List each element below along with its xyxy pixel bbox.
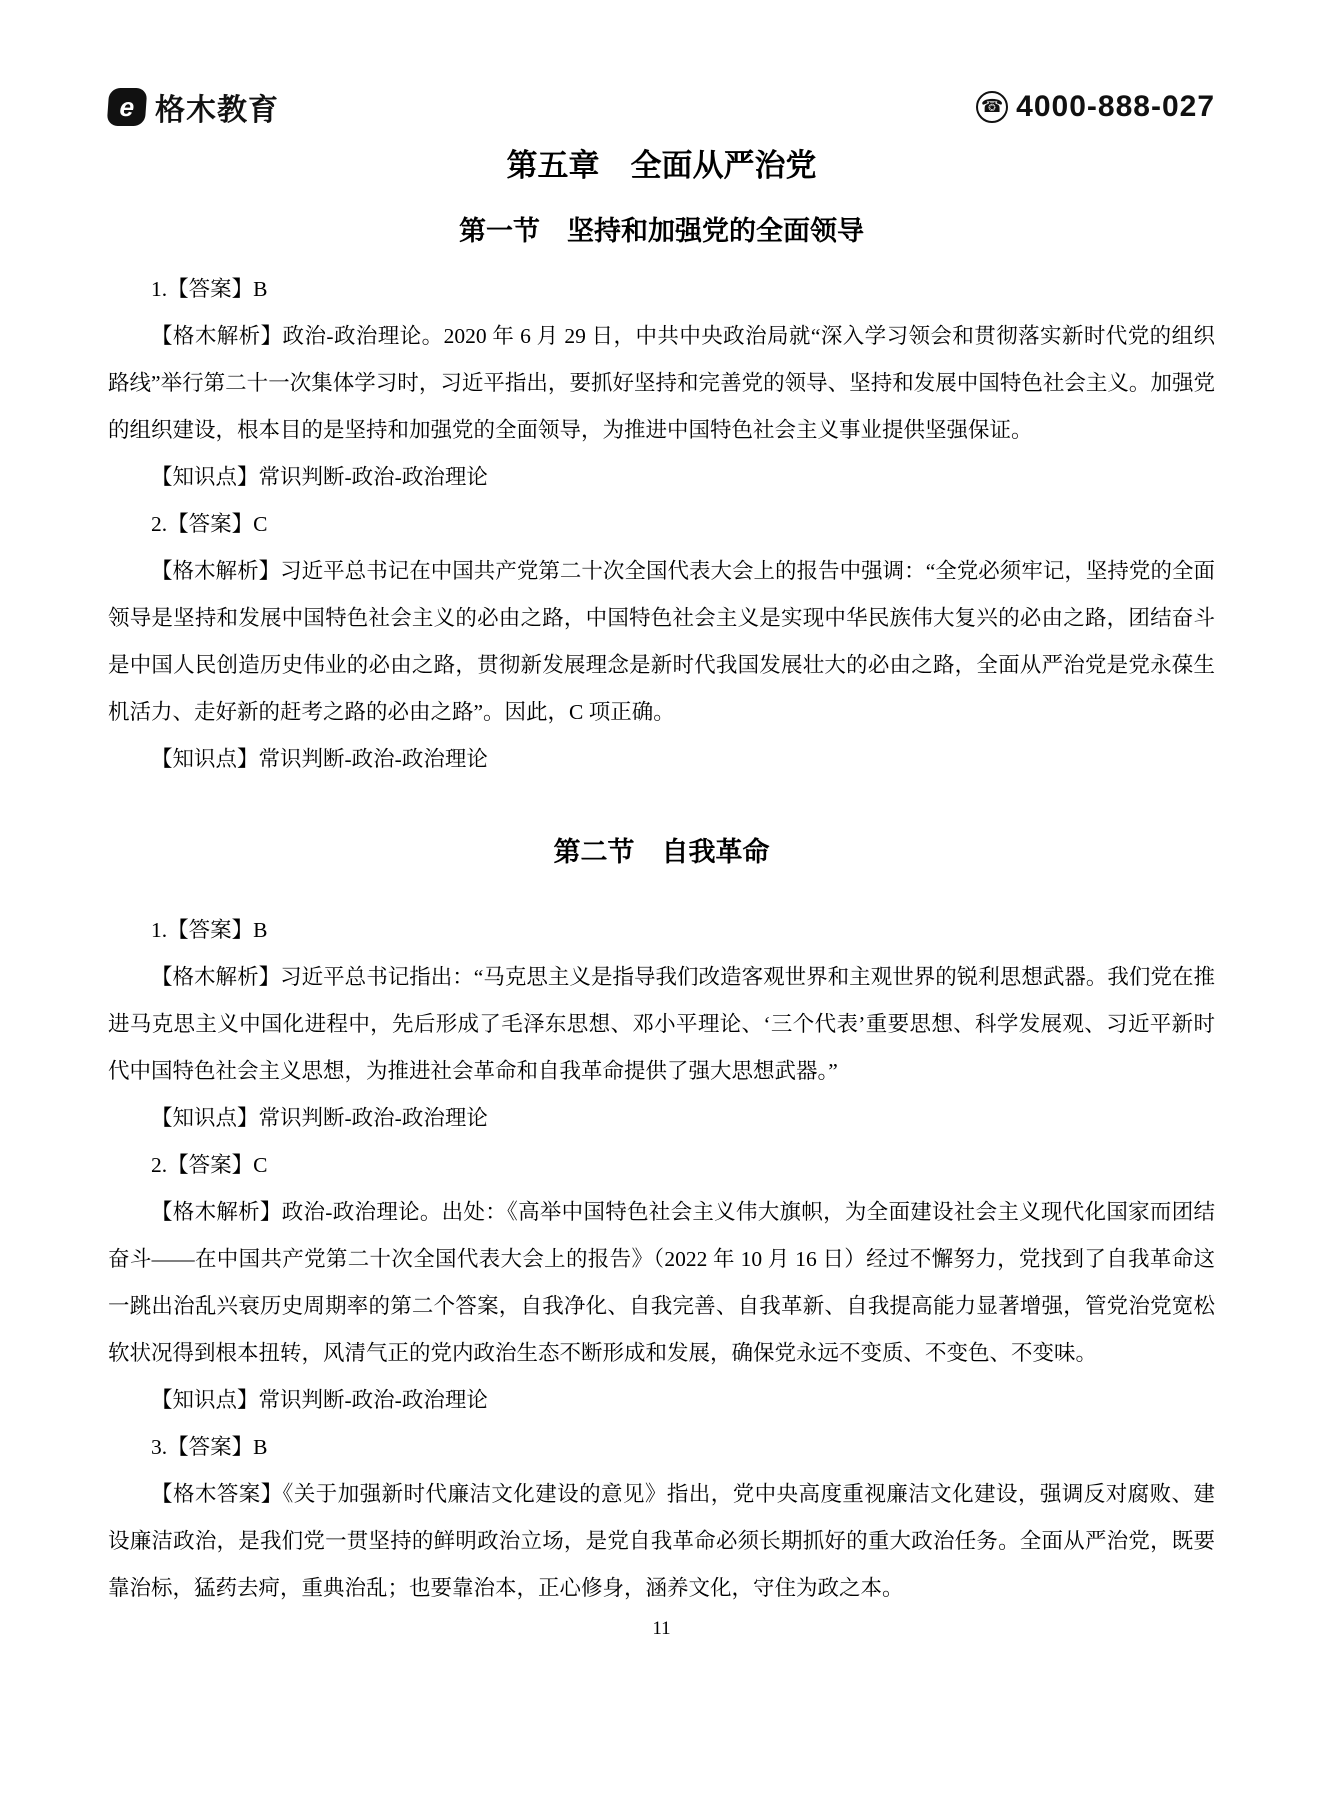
answer-line: 1.【答案】B (151, 277, 268, 301)
explanation-paragraph: 【格木答案】《关于加强新时代廉洁文化建设的意见》指出，党中央高度重视廉洁文化建设，强调反对腐败、建设廉洁政治，是我们党一贯坚持的鲜明政治立场，是党自我革命必须长期抓好的重大政治任务。全面从严治党，既要靠治标，猛药去疴，重典治乱；也要靠治本，正心修身，涵养文化，守住为政之本。 (108, 1482, 1215, 1600)
explanation-paragraph: 【格木解析】政治-政治理论。2020 年 6 月 29 日，中共中央政治局就“深入学习领会和贯彻落实新时代党的组织路线”举行第二十一次集体学习时，习近平指出，要抓好坚持和完善党的领导、坚持和发展中国特色社会主义。加强党的组织建设，根本目的是坚持和加强党的全面领导，为推进中国特色社会主义事业提供坚强保证。 (108, 324, 1215, 442)
answer-line: 2.【答案】C (151, 512, 268, 536)
phone-number: 4000-888-027 (1016, 90, 1215, 123)
explanation-paragraph: 【格木解析】习近平总书记在中国共产党第二十次全国代表大会上的报告中强调：“全党必须牢记，坚持党的全面领导是坚持和发展中国特色社会主义的必由之路，中国特色社会主义是实现中华民族伟大复兴的必由之路，团结奋斗是中国人民创造历史伟业的必由之路，贯彻新发展理念是新时代我国发展壮大的必由之路，全面从严治党是党永葆生机活力、走好新的赶考之路的必由之路”。因此，C 项正确。 (108, 559, 1215, 724)
section-1-body (108, 266, 1215, 783)
explanation-paragraph: 【格木解析】政治-政治理论。出处：《高举中国特色社会主义伟大旗帜，为全面建设社会主义现代化国家而团结奋斗——在中国共产党第二十次全国代表大会上的报告》（2022 年 10 月 16 日）经过不懈努力，党找到了自我革命这一跳出治乱兴衰历史周期率的第二个答案，自我净化、自我完善、自我革新、自我提高能力显著增强，管党治党宽松软状况得到根本扭转，风清气正的党内政治生态不断形成和发展，确保党永远不变质、不变色、不变味。 (108, 1200, 1215, 1365)
knowledge-point-line: 【知识点】常识判断-政治-政治理论 (151, 747, 488, 771)
chapter-title: 第五章 全面从严治党 (506, 148, 817, 183)
section-1-title: 第一节 坚持和加强党的全面领导 (459, 216, 864, 246)
knowledge-point-line: 【知识点】常识判断-政治-政治理论 (151, 1106, 488, 1130)
knowledge-point-line: 【知识点】常识判断-政治-政治理论 (151, 1388, 488, 1412)
page-number: 11 (652, 1618, 671, 1639)
answer-line: 2.【答案】C (151, 1153, 268, 1177)
brand-logo (108, 85, 279, 129)
brand-name: 格木教育 (155, 94, 279, 127)
page-header (108, 84, 1215, 130)
explanation-paragraph: 【格木解析】习近平总书记指出：“马克思主义是指导我们改造客观世界和主观世界的锐利思想武器。我们党在推进马克思主义中国化进程中，先后形成了毛泽东思想、邓小平理论、‘三个代表’重要思想、科学发展观、习近平新时代中国特色社会主义思想，为推进社会革命和自我革命提供了强大思想武器。” (108, 965, 1215, 1083)
phone-icon: ☎ (976, 91, 1008, 123)
answer-line: 3.【答案】B (151, 1435, 268, 1459)
contact-phone (976, 90, 1215, 124)
section-2-body (108, 907, 1215, 1612)
section-2-title: 第二节 自我革命 (553, 837, 770, 867)
answer-line: 1.【答案】B (151, 918, 268, 942)
gemu-logo-icon: e (107, 88, 148, 126)
knowledge-point-line: 【知识点】常识判断-政治-政治理论 (151, 465, 488, 489)
